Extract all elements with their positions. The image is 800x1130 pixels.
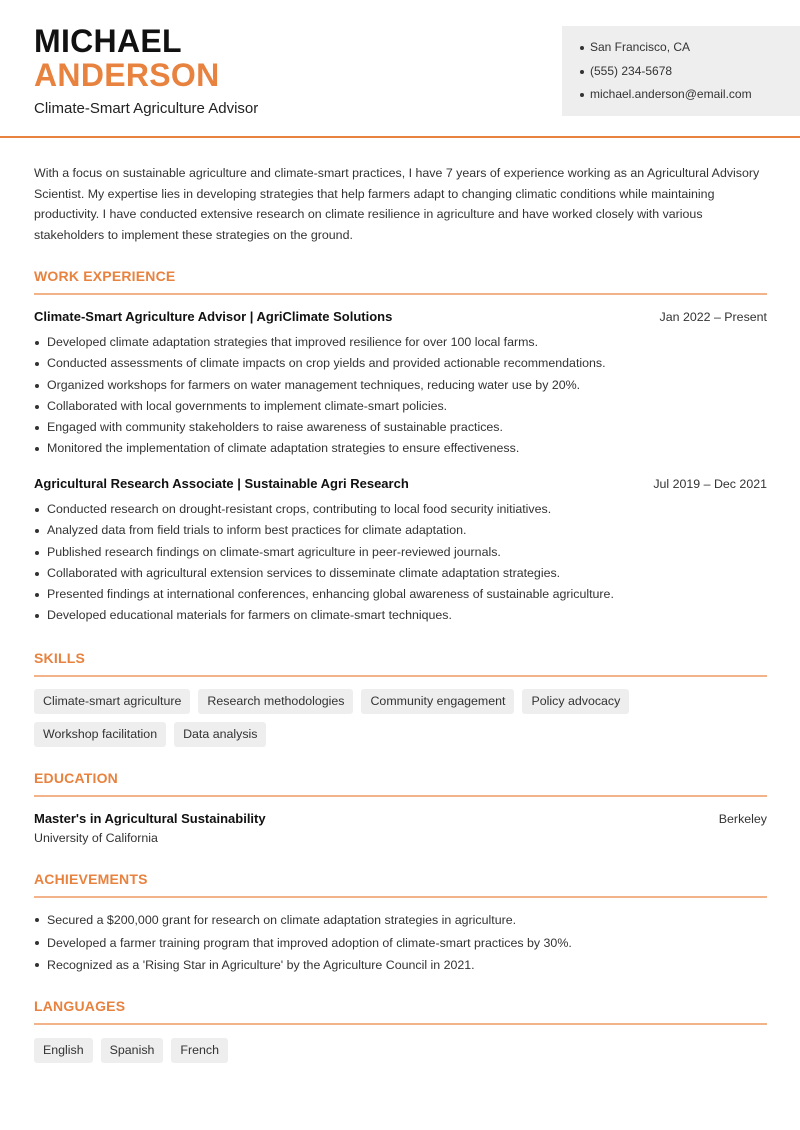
job-title: Climate-Smart Agriculture Advisor — [34, 100, 259, 117]
job-dates: Jul 2019 – Dec 2021 — [653, 477, 767, 491]
summary-paragraph: With a focus on sustainable agriculture and climate-smart practices, I have 7 years of experience working as an Agricultural Advisory Scientist. My expertise lies in developing strategies that help farmers adapt to changing climatic conditions while maintaining productivity. I have conducted extensive research on climate resilience in agriculture and have worked closely with various stakeholders to implement these strategies on the ground. — [34, 166, 760, 243]
section-divider — [34, 1023, 767, 1025]
contact-location: San Francisco, CA — [580, 36, 800, 60]
list-item: Monitored the implementation of climate adaptation strategies to ensure effectiveness. — [34, 438, 767, 459]
skill-tag: Climate-smart agriculture — [34, 689, 190, 714]
language-tag: French — [171, 1038, 228, 1063]
list-item: Conducted research on drought-resistant crops, contributing to local food security initiatives. — [34, 499, 767, 520]
language-tag: English — [34, 1038, 93, 1063]
list-item: Collaborated with local governments to implement climate-smart policies. — [34, 396, 767, 417]
last-name: ANDERSON — [34, 57, 220, 93]
skill-tag: Community engagement — [361, 689, 514, 714]
job-role: Climate-Smart Agriculture Advisor | AgriClimate Solutions — [34, 309, 393, 324]
contact-box — [562, 26, 800, 116]
contact-phone: (555) 234-5678 — [580, 60, 800, 84]
skill-tag: Policy advocacy — [522, 689, 629, 714]
education-school: University of California — [34, 831, 158, 845]
section-title-languages: LANGUAGES — [34, 998, 126, 1014]
section-title-education: EDUCATION — [34, 770, 118, 786]
list-item: Published research findings on climate-smart agriculture in peer-reviewed journals. — [34, 542, 767, 563]
job-dates: Jan 2022 – Present — [659, 310, 767, 324]
list-item: Presented findings at international conferences, enhancing global awareness of sustainable agriculture. — [34, 584, 767, 605]
section-divider — [34, 896, 767, 898]
skills-list — [34, 689, 767, 747]
list-item: Engaged with community stakeholders to raise awareness of sustainable practices. — [34, 417, 767, 438]
first-name: MICHAEL — [34, 23, 182, 59]
skill-tag: Research methodologies — [198, 689, 353, 714]
section-title-work: WORK EXPERIENCE — [34, 268, 176, 284]
list-item: Collaborated with agricultural extension services to disseminate climate adaptation strategies. — [34, 563, 767, 584]
list-item: Developed climate adaptation strategies that improved resilience for over 100 local farms. — [34, 332, 767, 353]
list-item: Recognized as a 'Rising Star in Agriculture' by the Agriculture Council in 2021. — [34, 954, 767, 977]
section-title-skills: SKILLS — [34, 650, 85, 666]
achievements-list — [34, 909, 767, 977]
resume-header — [0, 0, 800, 138]
section-divider — [34, 293, 767, 295]
education-location: Berkeley — [718, 812, 767, 826]
list-item: Analyzed data from field trials to inform best practices for climate adaptation. — [34, 520, 767, 541]
skill-tag: Data analysis — [174, 722, 266, 747]
job-role: Agricultural Research Associate | Sustainable Agri Research — [34, 476, 409, 491]
languages-list — [34, 1038, 767, 1063]
contact-email[interactable]: michael.anderson@email.com — [580, 83, 800, 107]
list-item: Developed educational materials for farmers on climate-smart techniques. — [34, 605, 767, 626]
education-degree: Master's in Agricultural Sustainability — [34, 811, 266, 826]
section-divider — [34, 795, 767, 797]
job-header — [34, 476, 767, 494]
list-item: Secured a $200,000 grant for research on climate adaptation strategies in agriculture. — [34, 909, 767, 932]
list-item: Developed a farmer training program that improved adoption of climate-smart practices by 30%. — [34, 932, 767, 955]
job-bullets — [34, 499, 767, 627]
skill-tag: Workshop facilitation — [34, 722, 166, 747]
language-tag: Spanish — [101, 1038, 164, 1063]
job-header — [34, 309, 767, 327]
list-item: Organized workshops for farmers on water management techniques, reducing water use by 20%. — [34, 375, 767, 396]
list-item: Conducted assessments of climate impacts on crop yields and provided actionable recommendations. — [34, 353, 767, 374]
job-bullets — [34, 332, 767, 460]
section-title-achievements: ACHIEVEMENTS — [34, 871, 148, 887]
section-divider — [34, 675, 767, 677]
